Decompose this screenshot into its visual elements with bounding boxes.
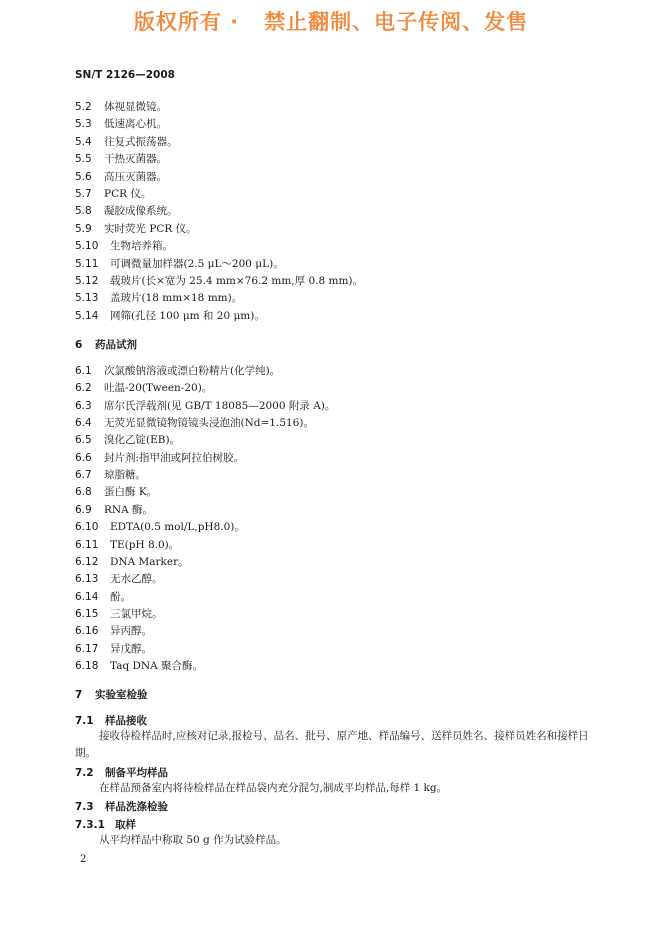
item-number: 6.17: [75, 642, 99, 655]
section-6-heading: [75, 337, 137, 352]
item-number: 5.6: [75, 170, 92, 183]
item-text: 体视显微镜。: [104, 101, 167, 113]
item-number: 6.10: [75, 521, 99, 534]
item-number: 5.5: [75, 153, 92, 166]
list-item: [75, 308, 265, 323]
item-text: 载玻片(长×宽为 25.4 mm×76.2 mm,厚 0.8 mm)。: [110, 275, 364, 287]
item-text: 异丙醇。: [110, 625, 152, 638]
list-item: [75, 398, 335, 413]
page-number: 2: [80, 854, 87, 865]
item-text: 次氯酸钠溶液或漂白粉精片(化学纯)。: [104, 365, 281, 377]
item-number: 5.11: [75, 257, 99, 270]
item-text: 无荧光显微镜物镜镜头浸泡油(Nd=1.516)。: [104, 417, 314, 430]
item-number: 6.7: [75, 469, 92, 482]
item-number: 6.1: [75, 365, 92, 377]
list-item: [75, 415, 314, 430]
list-item: [75, 273, 363, 288]
item-text: 高压灭菌器。: [104, 170, 167, 183]
subsection-7-2-heading: [75, 765, 168, 780]
list-item: [75, 99, 167, 114]
item-text: 无水乙醇。: [110, 573, 163, 586]
item-text: 实时荧光 PCR 仪。: [104, 222, 197, 235]
item-number: 5.10: [75, 240, 99, 253]
item-text: 网筛(孔径 100 μm 和 20 μm)。: [110, 309, 265, 322]
item-number: 6.3: [75, 399, 92, 412]
list-item: [75, 641, 152, 656]
list-item: [75, 290, 242, 305]
subsection-7-1-heading: [75, 713, 147, 728]
item-text: 琼脂糖。: [104, 469, 146, 482]
list-item: [75, 519, 245, 534]
item-text: DNA Marker。: [110, 555, 189, 568]
item-number: 6.5: [75, 434, 92, 447]
section-number: 7.3.1: [75, 819, 105, 831]
section-7-heading: [75, 687, 148, 702]
item-text: 低速离心机。: [104, 118, 167, 131]
item-number: 6.14: [75, 590, 99, 603]
section-number: 7.3: [75, 801, 94, 813]
item-number: 5.13: [75, 292, 99, 305]
subsection-7-2-paragraph: 在样品预备室内将待检样品在样品袋内充分混匀,制成平均样品,每样 1 kg。: [99, 782, 448, 794]
section-number: 7: [75, 689, 83, 701]
item-number: 6.11: [75, 538, 99, 551]
item-number: 5.7: [75, 188, 92, 200]
list-item: [75, 203, 178, 218]
item-text: 溴化乙锭(EB)。: [104, 434, 181, 447]
subsection-7-3-heading: [75, 799, 168, 814]
item-text: 三氯甲烷。: [110, 607, 163, 620]
item-number: 6.4: [75, 417, 92, 430]
item-text: 蛋白酶 K。: [104, 486, 158, 499]
section-number: 7.1: [75, 715, 94, 727]
list-item: [75, 589, 131, 604]
list-item: [75, 380, 212, 395]
list-item: [75, 256, 284, 271]
item-number: 6.9: [75, 503, 92, 516]
item-text: 异戊醇。: [110, 642, 152, 655]
section-number: 7.2: [75, 767, 94, 779]
item-text: RNA 酶。: [104, 503, 154, 516]
section-title: 样品接收: [105, 715, 147, 727]
section-title: 实验室检验: [95, 689, 148, 701]
item-text: 往复式振荡器。: [104, 135, 178, 148]
list-item: [75, 134, 178, 149]
item-text: 生物培养箱。: [110, 240, 173, 253]
item-number: 6.18: [75, 659, 99, 672]
item-number: 6.2: [75, 382, 92, 395]
item-text: 盖玻片(18 mm×18 mm)。: [110, 292, 243, 305]
item-number: 5.12: [75, 275, 99, 287]
subsection-7-1-paragraph: 接收待检样品时,应核对记录,报检号、品名、批号、原产地、样品编号、送样员姓名、接样员姓名和接样日期。: [75, 730, 589, 759]
item-number: 6.13: [75, 573, 99, 586]
item-number: 5.3: [75, 118, 92, 131]
item-number: 6.15: [75, 607, 99, 620]
item-text: 封片剂:指甲油或阿拉伯树胶。: [104, 451, 245, 464]
item-number: 5.4: [75, 135, 92, 148]
item-text: PCR 仪。: [104, 188, 152, 200]
list-item: [75, 467, 146, 482]
standard-code: SN/T 2126—2008: [75, 69, 175, 81]
subsection-7-3-1-paragraph: 从平均样品中称取 50 g 作为试验样品。: [99, 834, 287, 846]
list-item: [75, 554, 189, 569]
list-item: [75, 502, 153, 517]
list-item: [75, 432, 180, 447]
item-text: 吐温-20(Tween-20)。: [104, 382, 213, 395]
list-item: [75, 116, 167, 131]
item-text: TE(pH 8.0)。: [110, 538, 180, 551]
section-title: 药品试剂: [95, 339, 137, 351]
item-text: Taq DNA 聚合酶。: [110, 659, 204, 672]
item-number: 5.2: [75, 101, 92, 113]
item-number: 5.9: [75, 222, 92, 235]
list-item: [75, 151, 167, 166]
section-number: 6: [75, 339, 83, 351]
item-text: 席尔氏浮载剂(见 GB/T 18085—2000 附录 A)。: [104, 399, 336, 412]
item-number: 5.8: [75, 205, 92, 218]
list-item: [75, 606, 163, 621]
list-item: [75, 623, 152, 638]
item-text: 干热灭菌器。: [104, 153, 167, 166]
list-item: [75, 571, 163, 586]
item-number: 5.14: [75, 309, 99, 322]
list-item: [75, 238, 173, 253]
item-number: 6.8: [75, 486, 92, 499]
section-title: 样品洗涤检验: [105, 801, 168, 813]
section-title: 取样: [115, 819, 136, 831]
list-item: [75, 484, 157, 499]
item-text: EDTA(0.5 mol/L,pH8.0)。: [110, 521, 245, 534]
item-number: 6.16: [75, 625, 99, 638]
subsection-7-3-1-heading: [75, 817, 136, 832]
item-number: 6.12: [75, 555, 99, 568]
section-title: 制备平均样品: [105, 767, 168, 779]
item-text: 凝胶成像系统。: [104, 205, 178, 218]
copyright-watermark: 版权所有 · 禁止翻制、电子传阅、发售: [133, 10, 529, 34]
list-item: [75, 363, 280, 378]
list-item: [75, 169, 167, 184]
list-item: [75, 537, 179, 552]
list-item: [75, 450, 244, 465]
item-text: 酚。: [110, 590, 131, 603]
list-item: [75, 221, 197, 236]
list-item: [75, 658, 203, 673]
item-number: 6.6: [75, 451, 92, 464]
list-item: [75, 186, 151, 201]
item-text: 可调微量加样器(2.5 μL～200 μL)。: [110, 257, 284, 270]
